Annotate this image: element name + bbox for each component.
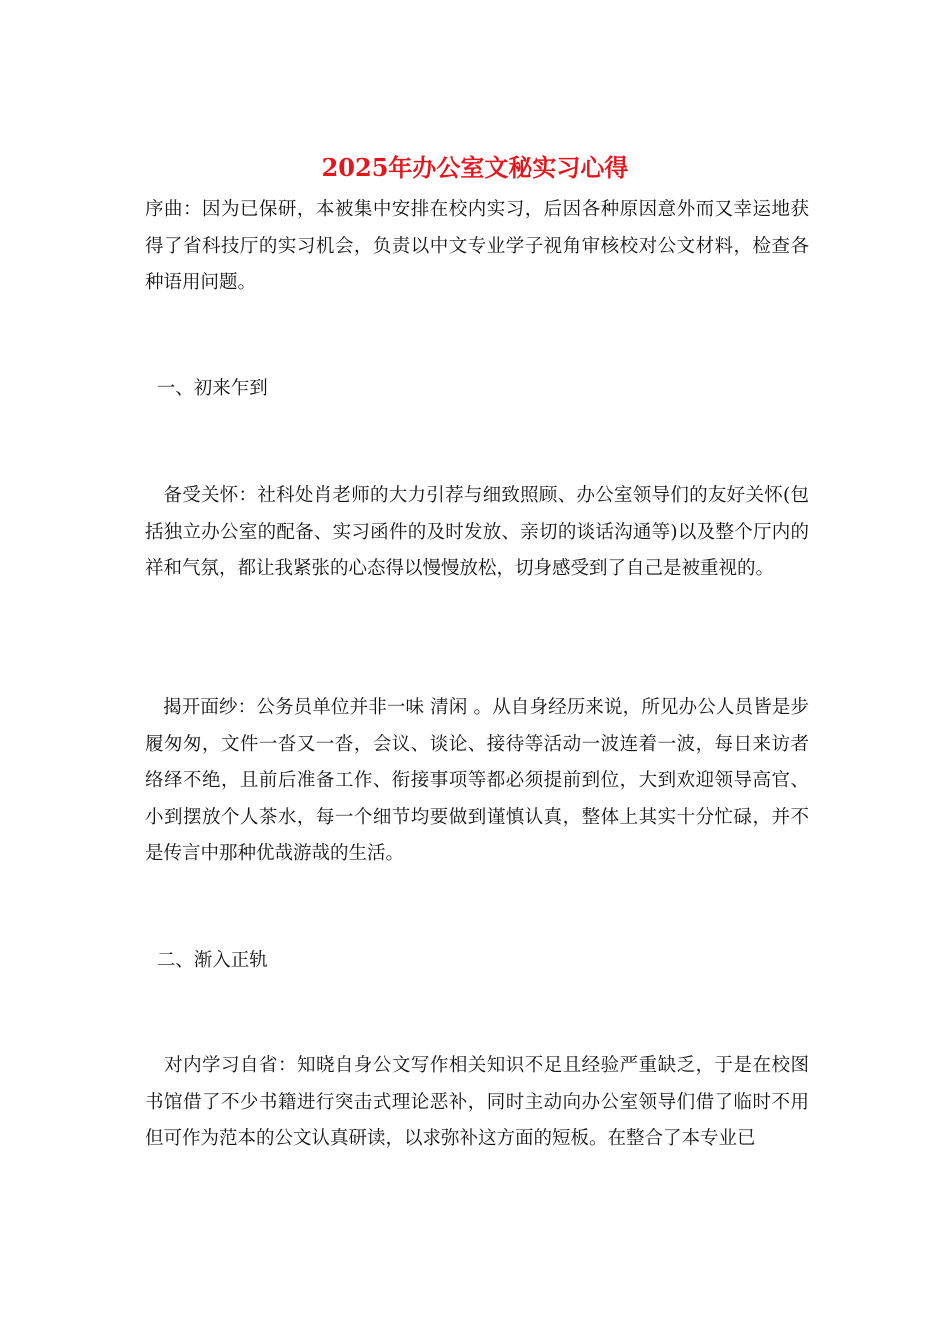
section-two-heading [145,943,268,979]
intro-paragraph: 序曲：因为已保研，本被集中安排在校内实习，后因各种原因意外而又幸运地获得了省科技厅的实习机会，负责以中文专业学子视角审核校对公文材料，检查各种语用问题。 [145,199,809,293]
veil-paragraph-text: 揭开面纱：公务员单位并非一味 清闲 。从自身经历来说，所见办公人员皆是步履匆匆，文件一沓又一沓，会议、谈论、接待等活动一波连着一波，每日来访者络绎不绝，且前后准备工作、衔接事项等都必须提前到位，大到欢迎领导高官、小到摆放个人茶水，每一个细节均要做到谨慎认真，整体上其实十分忙碌，并不是传言中那种优哉游哉的生活。 [145,697,809,864]
section-two-heading-text: 二、渐入正轨 [156,950,268,971]
document-title: 2025年办公室文秘实习心得 [321,153,629,182]
care-paragraph [145,478,809,588]
study-paragraph-text: 对内学习自省：知晓自身公文写作相关知识不足且经验严重缺乏，于是在校图书馆借了不少书籍进行突击式理论恶补，同时主动向办公室领导们借了临时不用但可作为范本的公文认真研读，以求弥补这方面的短板。在整合了本专业已 [145,1055,809,1149]
veil-paragraph [145,690,809,873]
section-one-heading [145,371,268,407]
care-paragraph-text: 备受关怀：社科处肖老师的大力引荐与细致照顾、办公室领导们的友好关怀(包括独立办公室的配备、实习函件的及时发放、亲切的谈话沟通等)以及整个厅内的祥和气氛，都让我紧张的心态得以慢慢放松，切身感受到了自己是被重视的。 [145,485,809,579]
section-one-heading-text: 一、初来乍到 [156,378,268,399]
study-paragraph [145,1048,809,1158]
